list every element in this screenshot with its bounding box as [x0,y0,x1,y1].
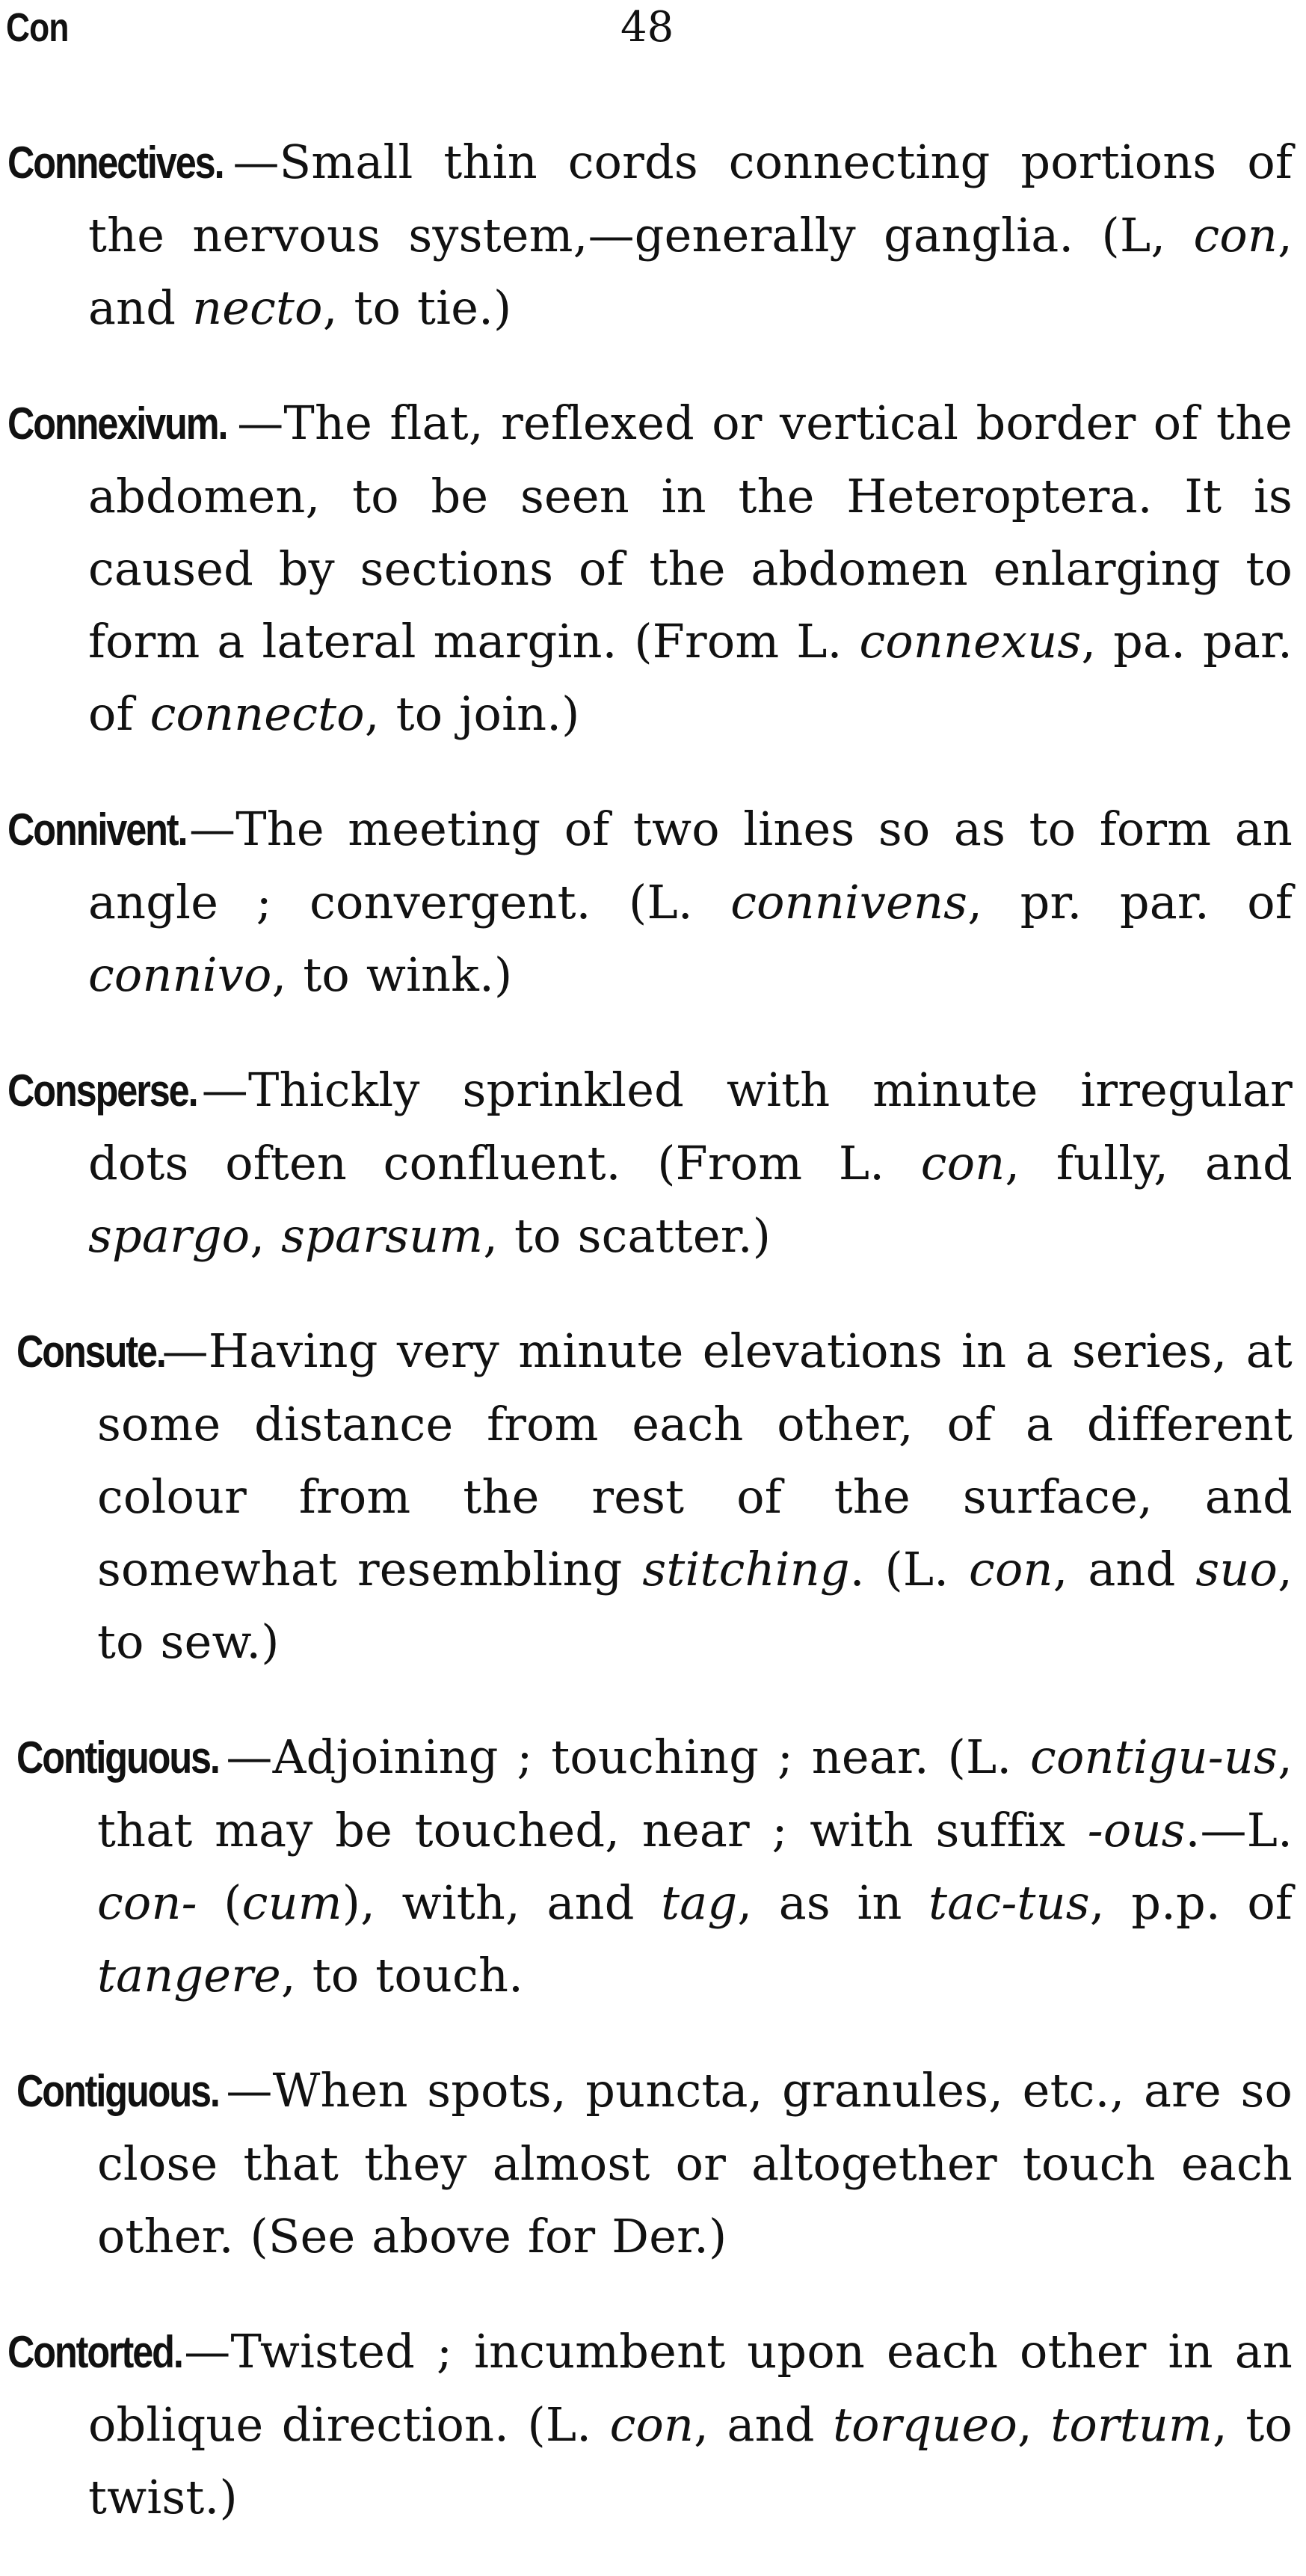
definition-text: —Small thin cords connecting portions of the nervous system,—generally ganglia. (L, [88,135,1293,262]
definition-text: ), with, and [342,1875,662,1930]
definition-italic-term: torqueo [833,2397,1017,2452]
definition-text: , to wink.) [271,947,513,1002]
definition-text: —The meeting of two lines so as to form an angle ; convergent. (L. [88,802,1293,929]
definition-italic-term: cum [241,1875,342,1930]
glossary-entry [0,1054,1306,1272]
entry-definition [88,2324,1293,2524]
definition-text: , that may be touched, near ; with suffix [97,1730,1293,1857]
definition-italic-term: -ous [1087,1803,1186,1857]
glossary-entry [0,1721,1306,2011]
entry-headword: Connivent. [7,805,187,855]
definition-italic-term: connivens [730,875,968,929]
definition-italic-term: connexus [859,614,1082,668]
definition-italic-term: con [609,2397,694,2452]
glossary-entries [0,126,1306,2576]
definition-text: .—L. [1185,1803,1293,1857]
entry-headword: Contiguous. [16,2066,219,2116]
entry-definition [97,1730,1293,2002]
definition-text: . (L. [849,1542,970,1596]
definition-italic-term: spargo [88,1208,250,1263]
definition-text: , as in [737,1875,929,1930]
page-number: 48 [620,3,674,52]
definition-text: , and [1053,1542,1196,1596]
definition-text: —When spots, puncta, granules, etc., are so close that they almost or altogether touch each other. (See above for Der.) [97,2063,1293,2263]
glossary-entry [0,793,1306,1011]
definition-text: —The flat, reflexed or vertical border of the abdomen, to be seen in the Heteroptera. It is caused by sections of the abdomen enlarging to form a lateral margin. (From L. [88,396,1293,668]
definition-italic-term: tac-tus [928,1875,1090,1930]
definition-text: , and [694,2397,834,2452]
definition-italic-term: connivo [88,947,272,1002]
definition-text: , [250,1208,282,1263]
running-header [0,1,1306,54]
definition-italic-term: stitching [642,1542,850,1596]
definition-text: —Thickly sprinkled with minute irregular dots often confluent. (From L. [88,1063,1293,1190]
glossary-entry [0,1315,1306,1678]
entry-headword: Consperse. [7,1066,197,1116]
definition-text: , pa. par. of [88,614,1293,741]
definition-italic-term: contigu-us [1030,1730,1278,1784]
entry-definition [97,1324,1293,1669]
definition-text: , to tie.) [322,280,512,335]
definition-italic-term: con- [97,1875,197,1930]
definition-italic-term: necto [192,280,323,335]
definition-text: , p.p. of [1089,1875,1293,1930]
definition-text: ( [197,1875,242,1930]
definition-italic-term: sparsum [281,1208,484,1263]
running-head-word: Con [6,5,69,50]
entry-headword: Contiguous. [16,1733,219,1783]
glossary-entry [0,126,1306,344]
definition-text: , to scatter.) [483,1208,771,1263]
definition-italic-term: connecto [150,686,365,741]
definition-text: , to join.) [364,686,580,741]
definition-italic-term: tangere [97,1948,281,2002]
definition-italic-term: con [1193,208,1278,262]
definition-text: —Having very minute elevations in a series, at some distance from each other, of a different colour from the rest of the surface, and somewhat resembling [97,1324,1293,1596]
glossary-entry [0,2315,1306,2533]
glossary-entry [0,387,1306,750]
entry-headword: Connexivum. [7,399,227,449]
definition-text: —Adjoining ; touching ; near. (L. [226,1730,1031,1784]
definition-italic-term: con [969,1542,1053,1596]
entry-definition [88,802,1293,1002]
definition-text: , to sew.) [97,1542,1293,1669]
entry-headword: Consute. [16,1327,165,1377]
entry-headword: Connectives. [7,138,224,188]
entry-definition [88,1063,1293,1263]
definition-text: , pr. par. of [967,875,1293,929]
glossary-entry [0,2054,1306,2272]
definition-text: , fully, and [1005,1136,1293,1190]
definition-italic-term: tag [661,1875,738,1930]
definition-text: , to touch. [280,1948,524,2002]
definition-text: , and [88,208,1293,335]
entry-definition [88,135,1293,335]
definition-text: , to twist.) [88,2397,1293,2524]
definition-italic-term: con [920,1136,1005,1190]
definition-text: , [1017,2397,1051,2452]
definition-italic-term: tortum [1050,2397,1213,2452]
entry-headword: Contorted. [7,2327,182,2377]
definition-italic-term: suo [1195,1542,1278,1596]
definition-text: —Twisted ; incumbent upon each other in an oblique direction. (L. [88,2324,1293,2452]
entry-definition [88,396,1293,741]
entry-definition [97,2063,1293,2263]
